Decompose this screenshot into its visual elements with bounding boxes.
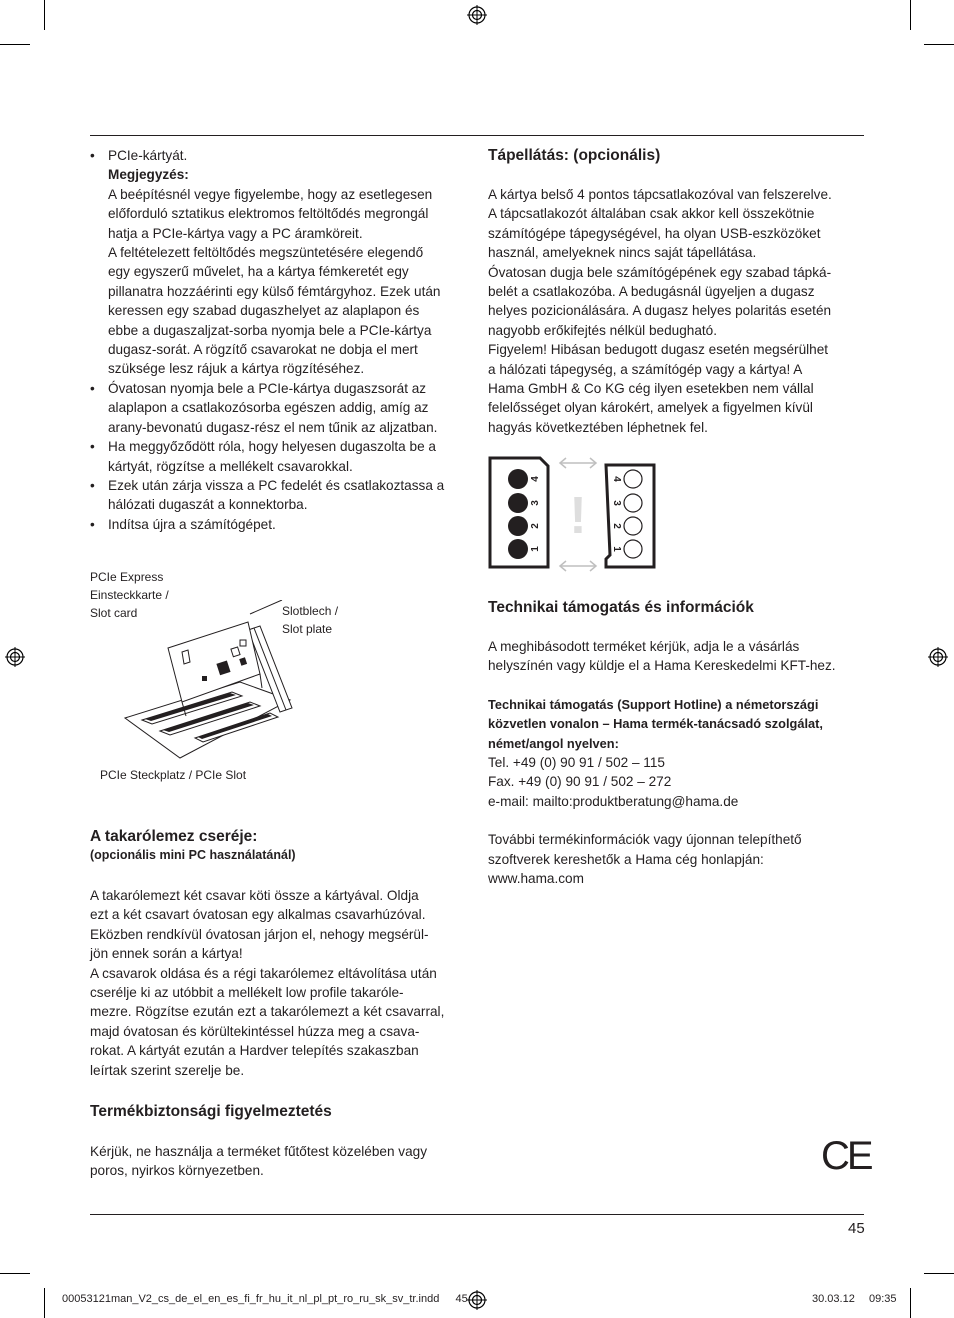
support-email[interactable]: e-mail: mailto:produktberatung@hama.de [488, 793, 739, 809]
page-number: 45 [848, 1220, 865, 1237]
support-tel: Tel. +49 (0) 90 91 / 502 – 115 [488, 755, 665, 771]
pcie-card-illustration [120, 600, 300, 760]
support-intro: A meghibásodott terméket kérjük, adja le a vásárlás helyszínén vagy küldje el a Hama Kereskedelmi KFT-hez. [488, 639, 836, 674]
website-link[interactable]: www.hama.com [488, 871, 584, 887]
footer-date: 30.03.12 [812, 1293, 855, 1305]
registration-mark-icon [467, 1290, 487, 1310]
support-section [488, 599, 864, 888]
registration-mark-icon [467, 5, 487, 25]
pin-label-1: 1 [530, 546, 541, 552]
socket-pin-label-3: 3 [611, 500, 622, 506]
power-connector-diagram [488, 455, 658, 575]
cover-paragraph: A takarólemezt két csavar köti össze a kártyával. Oldja ezt a két csavart óvatosan egy alkalmas csavarhúzóval. Eközben rendkívül óvatosan járjon el, nehogy megsérül- jön ennek során a kártya! A csavarok oldása és a régi takarólemez eltávolítása után cserélje ki az utóbbit a mellékelt low profile takaróle- mezre. Rögzítse ezután ezt a takarólemezt a két csavarral, majd óvatosan és körültekintéssel húzza meg a csava- rokat. A kártyát ezután a Hardver telepítés szakaszban leírtak szerint szerelje be. [90, 888, 445, 1078]
pin-label-3: 3 [530, 500, 541, 506]
pin-label-4: 4 [530, 476, 541, 482]
registration-mark-icon [928, 647, 948, 667]
socket-pin-label-2: 2 [611, 523, 622, 529]
list-item: • PCIe-kártyát. Megjegyzés: A beépítésnél vegye figyelembe, hogy az esetlegesen előforduló sztatikus elektromos feltöltődés megrongál hatja a PCIe-kártya vagy a PC áramköreit. A feltételezett feltöltődés megszüntetésére elegendő egy egyszerű művelet, ha a kártya fémkeretét egy pillanatra hozzáérinti egy külső fémtárgyhoz. Ezek után keressen egy szabad dugaszhelyet az alaplapon és ebbe a dugaszaljzat-sorba nyomja bele a PCIe-kártya dugasz-sorát. A rögzítő csavarokat ne dobja el mert szüksége lesz rájuk a kártya rögzítéséhez. [90, 146, 470, 379]
figure-label-plate: Slotblech / Slot plate [282, 604, 339, 636]
crop-mark [924, 1273, 954, 1274]
list-item: • Indítsa újra a számítógépet. [90, 515, 470, 534]
crop-mark [44, 0, 45, 30]
socket-pin-label-1: 1 [611, 546, 622, 552]
footer-file: 00053121man_V2_cs_de_el_en_es_fi_fr_hu_it_nl_pl_pt_ro_ru_sk_sv_tr.indd [62, 1293, 440, 1305]
crop-mark [44, 1288, 45, 1318]
crop-mark [910, 0, 911, 30]
power-section [488, 147, 864, 437]
power-heading: Tápellátás: (opcionális) [488, 147, 661, 164]
note-label: Megjegyzés: [108, 167, 189, 183]
left-column [90, 146, 470, 534]
cover-subheading: (opcionális mini PC használatánál) [90, 848, 296, 862]
figure-label-slot: PCIe Steckplatz / PCIe Slot [100, 768, 247, 782]
footer-page: 45 [455, 1293, 468, 1305]
list-item: • Óvatosan nyomja bele a PCIe-kártya dugaszsorát az alaplapon a csatlakozósorba egészen addig, amíg az arany-bevonatú dugasz-rész el nem tűnik az aljzatban. [90, 379, 470, 437]
cover-section [90, 828, 470, 1080]
support-more: További termékinformációk vagy újonnan telepíthető szoftverek kereshetők a Hama cég honlapján: www.hama.com [488, 830, 864, 888]
safety-heading: Termékbiztonsági figyelmeztetés [90, 1103, 332, 1120]
crop-mark [924, 44, 954, 45]
list-item: • Ezek után zárja vissza a PC fedelét és csatlakoztassa a hálózati dugaszát a konnektorba. [90, 476, 470, 515]
power-paragraph: A kártya belső 4 pontos tápcsatlakozóval van felszerelve. A tápcsatlakozót általában csak akkor kell összekötnie számítógépe tápegységével, ha olyan USB-eszközöket használ, amelyeknek nincs saját tápellátása. Óvatosan dugja bele számítógépének egy szabad tápká- belét a csatlakozóba. A bedugásnál ügyeljen a dugasz helyes pozicionálására. A dugasz helyes polaritás esetén nagyobb erőkifejtés nélkül bedugható. Figyelem! Hibásan bedugott dugasz esetén megsérülhet a hálózati tápegység, a számítógép vagy a kártya! A Hama GmbH & Co KG cég ilyen esetekben nem vállal felelősséget olyan károkért, amelyek a figyelmen kívül hagyás következtében léphetnek fel. [488, 187, 832, 435]
footer-filename [62, 1293, 468, 1305]
safety-section [90, 1103, 470, 1181]
pin-label-2: 2 [530, 523, 541, 529]
cover-heading: A takarólemez cseréje: [90, 828, 258, 845]
figure-label-card: PCIe Express Einsteckkarte / Slot card [90, 570, 169, 620]
crop-mark [0, 44, 30, 45]
bottom-rule [90, 1214, 864, 1215]
support-fax: Fax. +49 (0) 90 91 / 502 – 272 [488, 774, 672, 790]
footer-time: 09:35 [868, 1293, 897, 1305]
support-contacts [488, 753, 864, 811]
support-hotline: Technikai támogatás (Support Hotline) a németországi közvetlen vonalon – Hama termék-tanácsadó szolgálat, német/angol nyelven: [488, 696, 823, 751]
safety-paragraph: Kérjük, ne használja a terméket fűtőtest közelében vagy poros, nyirkos környezetben. [90, 1144, 428, 1179]
crop-mark [0, 1273, 30, 1274]
support-heading: Technikai támogatás és információk [488, 599, 754, 616]
footer-timestamp [812, 1293, 896, 1305]
crop-mark [910, 1288, 911, 1318]
ce-mark-icon: CE [821, 1134, 871, 1178]
socket-pin-label-4: 4 [611, 476, 622, 482]
install-steps-list [90, 146, 470, 534]
top-rule [90, 135, 864, 136]
registration-mark-icon [5, 647, 25, 667]
warning-mark: ! [569, 487, 587, 545]
list-item: • Ha meggyőződött róla, hogy helyesen dugaszolta be a kártyát, rögzítse a mellékelt csavarokkal. [90, 437, 470, 476]
